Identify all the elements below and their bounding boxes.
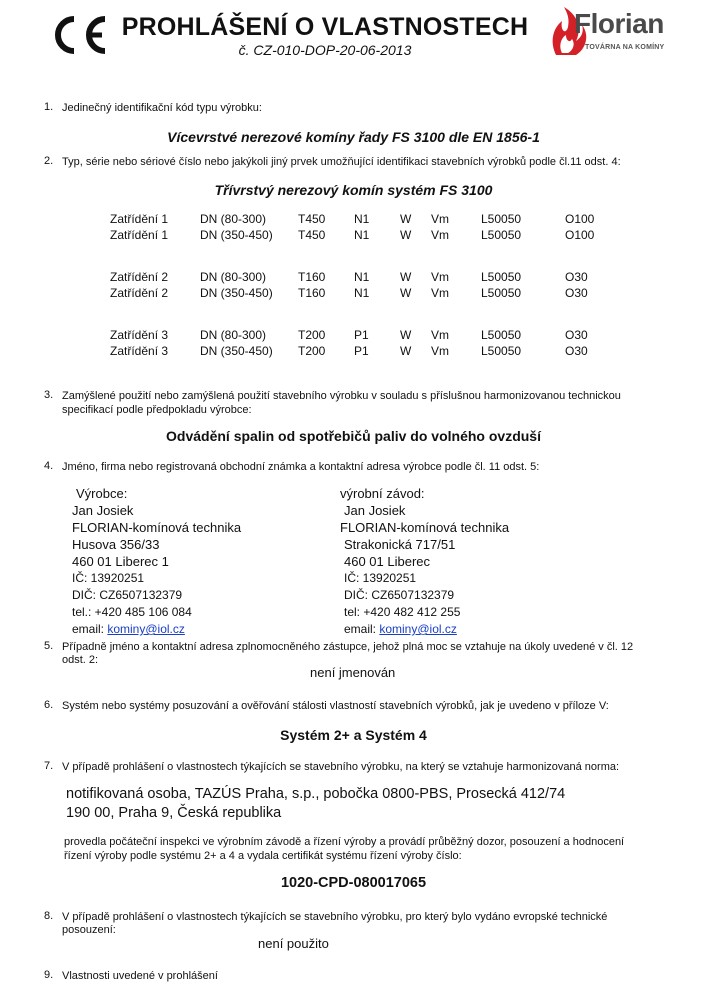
- classification-class-cell: Zatřídění 3: [110, 344, 169, 358]
- plant-heading: výrobní závod:: [340, 486, 425, 501]
- manufacturer-name: Jan Josiek: [72, 503, 134, 518]
- section-8-number: 8.: [44, 910, 54, 922]
- classification-temperature-cell: T450: [298, 212, 326, 226]
- classification-class-cell: Zatřídění 1: [110, 228, 169, 242]
- plant-email-label: email:: [344, 622, 380, 636]
- section-5-question-line1: Případně jméno a kontaktní adresa zplnomocněného zástupce, jehož plná moc se vztahuje na úkoly uvedené v čl. 12: [62, 641, 634, 653]
- manufacturer-street: Husova 356/33: [72, 537, 160, 552]
- section-8-question-line2: posouzení:: [62, 924, 116, 936]
- ce-mark-icon: [50, 14, 110, 56]
- classification-soot-fire-cell: L50050: [481, 212, 522, 226]
- manufacturer-heading: Výrobce:: [76, 486, 128, 501]
- classification-class-cell: Zatřídění 1: [110, 212, 169, 226]
- classification-condensate-cell: W: [400, 344, 412, 358]
- classification-corrosion-cell: Vm: [431, 328, 449, 342]
- classification-soot-fire-cell: L50050: [481, 270, 522, 284]
- classification-temperature-cell: T450: [298, 228, 326, 242]
- classification-soot-fire-cell: L50050: [481, 286, 522, 300]
- plant-ic: IČ: 13920251: [344, 571, 417, 585]
- section-3-number: 3.: [44, 389, 54, 401]
- plant-city: 460 01 Liberec: [344, 554, 431, 569]
- section-8-answer: není použito: [258, 936, 329, 951]
- section-6-number: 6.: [44, 699, 54, 711]
- classification-soot-fire-cell: L50050: [481, 344, 522, 358]
- classification-soot-fire-cell: L50050: [481, 328, 522, 342]
- section-6-question: Systém nebo systémy posuzování a ověřování stálosti vlastností stavebních výrobků, jak je uvedeno v příloze V:: [62, 700, 609, 712]
- classification-temperature-cell: T160: [298, 286, 326, 300]
- classification-condensate-cell: W: [400, 328, 412, 342]
- classification-class-cell: Zatřídění 2: [110, 286, 169, 300]
- section-7-text-line2: řízení výroby podle systému 2+ a 4 a vydala certifikát systému řízení výroby číslo:: [64, 850, 462, 862]
- classification-temperature-cell: T160: [298, 270, 326, 284]
- plant-tel: tel: +420 482 412 255: [344, 605, 461, 619]
- manufacturer-city: 460 01 Liberec 1: [72, 554, 169, 569]
- classification-soot-fire-cell: L50050: [481, 228, 522, 242]
- section-1-answer: Vícevrstvé nerezové komíny řady FS 3100 dle EN 1856-1: [167, 129, 540, 145]
- plant-email-link[interactable]: kominy@iol.cz: [379, 622, 457, 636]
- plant-company: FLORIAN-komínová technika: [340, 520, 510, 535]
- plant-address: [340, 485, 509, 638]
- manufacturer-company: FLORIAN-komínová technika: [72, 520, 242, 535]
- manufacturer-email-row: [72, 621, 241, 638]
- section-8-question-line1: V případě prohlášení o vlastnostech týkajících se stavebního výrobku, pro který bylo vydáno evropské technické: [62, 911, 608, 923]
- section-9-number: 9.: [44, 969, 54, 981]
- classification-row: [0, 344, 707, 360]
- manufacturer-email-label: email:: [72, 622, 108, 636]
- classification-corrosion-cell: Vm: [431, 270, 449, 284]
- classification-condensate-cell: W: [400, 228, 412, 242]
- manufacturer-dic: DIČ: CZ6507132379: [72, 588, 183, 602]
- section-7-number: 7.: [44, 760, 54, 772]
- plant-name: Jan Josiek: [344, 503, 406, 518]
- section-6-answer: Systém 2+ a Systém 4: [280, 727, 427, 743]
- classification-distance-cell: O30: [565, 328, 588, 342]
- classification-class-cell: Zatřídění 2: [110, 270, 169, 284]
- document-number: č. CZ-010-DOP-20-06-2013: [238, 42, 412, 58]
- plant-email-row: [340, 621, 509, 638]
- classification-corrosion-cell: Vm: [431, 228, 449, 242]
- plant-dic: DIČ: CZ6507132379: [344, 588, 455, 602]
- document-title: PROHLÁŠENÍ O VLASTNOSTECH: [121, 13, 529, 41]
- section-4-question: Jméno, firma nebo registrovaná obchodní známka a kontaktní adresa výrobce podle čl. 11 odst. 5:: [62, 461, 540, 473]
- classification-diameter-cell: DN (80-300): [200, 212, 267, 226]
- plant-street: Strakonická 717/51: [344, 537, 456, 552]
- section-3-question-line1: Zamýšlené použití nebo zamýšlená použití stavebního výrobku v souladu s příslušnou harmonizovanou technickou: [62, 390, 621, 402]
- manufacturer-ic: IČ: 13920251: [72, 571, 145, 585]
- section-4-number: 4.: [44, 460, 54, 472]
- classification-distance-cell: O30: [565, 286, 588, 300]
- classification-row: [0, 212, 707, 228]
- section-9-question: Vlastnosti uvedené v prohlášení: [62, 970, 218, 982]
- classification-class-cell: Zatřídění 3: [110, 328, 169, 342]
- classification-condensate-cell: W: [400, 212, 412, 226]
- classification-row: [0, 228, 707, 244]
- logo-tagline: TOVÁRNA NA KOMÍNY: [585, 44, 665, 51]
- section-5-question-line2: odst. 2:: [62, 654, 99, 666]
- classification-condensate-cell: W: [400, 286, 412, 300]
- classification-diameter-cell: DN (350-450): [200, 286, 273, 300]
- notified-body-line2: 190 00, Praha 9, Česká republika: [66, 805, 282, 821]
- classification-corrosion-cell: Vm: [431, 344, 449, 358]
- classification-pressure-cell: N1: [354, 228, 370, 242]
- classification-distance-cell: O100: [565, 212, 595, 226]
- notified-body-line1: notifikovaná osoba, TAZÚS Praha, s.p., pobočka 0800-PBS, Prosecká 412/74: [66, 786, 566, 802]
- certificate-number: 1020-CPD-080017065: [280, 875, 427, 891]
- classification-distance-cell: O30: [565, 270, 588, 284]
- classification-temperature-cell: T200: [298, 328, 326, 342]
- classification-diameter-cell: DN (350-450): [200, 344, 273, 358]
- classification-pressure-cell: P1: [354, 328, 369, 342]
- classification-condensate-cell: W: [400, 270, 412, 284]
- section-5-answer: není jmenován: [310, 665, 396, 680]
- section-3-question-line2: specifikací podle předpokladu výrobce:: [62, 404, 252, 416]
- section-1-question: Jedinečný identifikační kód typu výrobku:: [62, 102, 262, 114]
- section-1-number: 1.: [44, 101, 54, 113]
- section-2-answer: Třívrstvý nerezový komín systém FS 3100: [214, 182, 493, 198]
- logo-wordmark: Florian: [574, 8, 664, 39]
- classification-row: [0, 328, 707, 344]
- section-2-number: 2.: [44, 155, 54, 167]
- manufacturer-email-link[interactable]: kominy@iol.cz: [107, 622, 185, 636]
- section-7-question: V případě prohlášení o vlastnostech týkajících se stavebního výrobku, na který se vztahuje harmonizovaná norma:: [62, 761, 620, 773]
- classification-diameter-cell: DN (350-450): [200, 228, 273, 242]
- classification-temperature-cell: T200: [298, 344, 326, 358]
- classification-corrosion-cell: Vm: [431, 286, 449, 300]
- section-2-question: Typ, série nebo sériové číslo nebo jakýkoli jiný prvek umožňující identifikaci stavebních výrobků podle čl.11 odst. 4:: [62, 156, 621, 168]
- section-5-number: 5.: [44, 640, 54, 652]
- classification-diameter-cell: DN (80-300): [200, 328, 267, 342]
- classification-distance-cell: O30: [565, 344, 588, 358]
- manufacturer-address: [72, 485, 241, 638]
- classification-row: [0, 270, 707, 286]
- classification-row: [0, 286, 707, 302]
- section-7-text-line1: provedla počáteční inspekci ve výrobním závodě a řízení výroby a provádí průběžný dozor, posouzení a hodnocení: [64, 836, 625, 848]
- classification-corrosion-cell: Vm: [431, 212, 449, 226]
- classification-pressure-cell: N1: [354, 212, 370, 226]
- section-3-answer: Odvádění spalin od spotřebičů paliv do volného ovzduší: [166, 428, 541, 444]
- classification-distance-cell: O100: [565, 228, 595, 242]
- classification-pressure-cell: P1: [354, 344, 369, 358]
- manufacturer-tel: tel.: +420 485 106 084: [72, 605, 192, 619]
- classification-pressure-cell: N1: [354, 270, 370, 284]
- classification-diameter-cell: DN (80-300): [200, 270, 267, 284]
- classification-pressure-cell: N1: [354, 286, 370, 300]
